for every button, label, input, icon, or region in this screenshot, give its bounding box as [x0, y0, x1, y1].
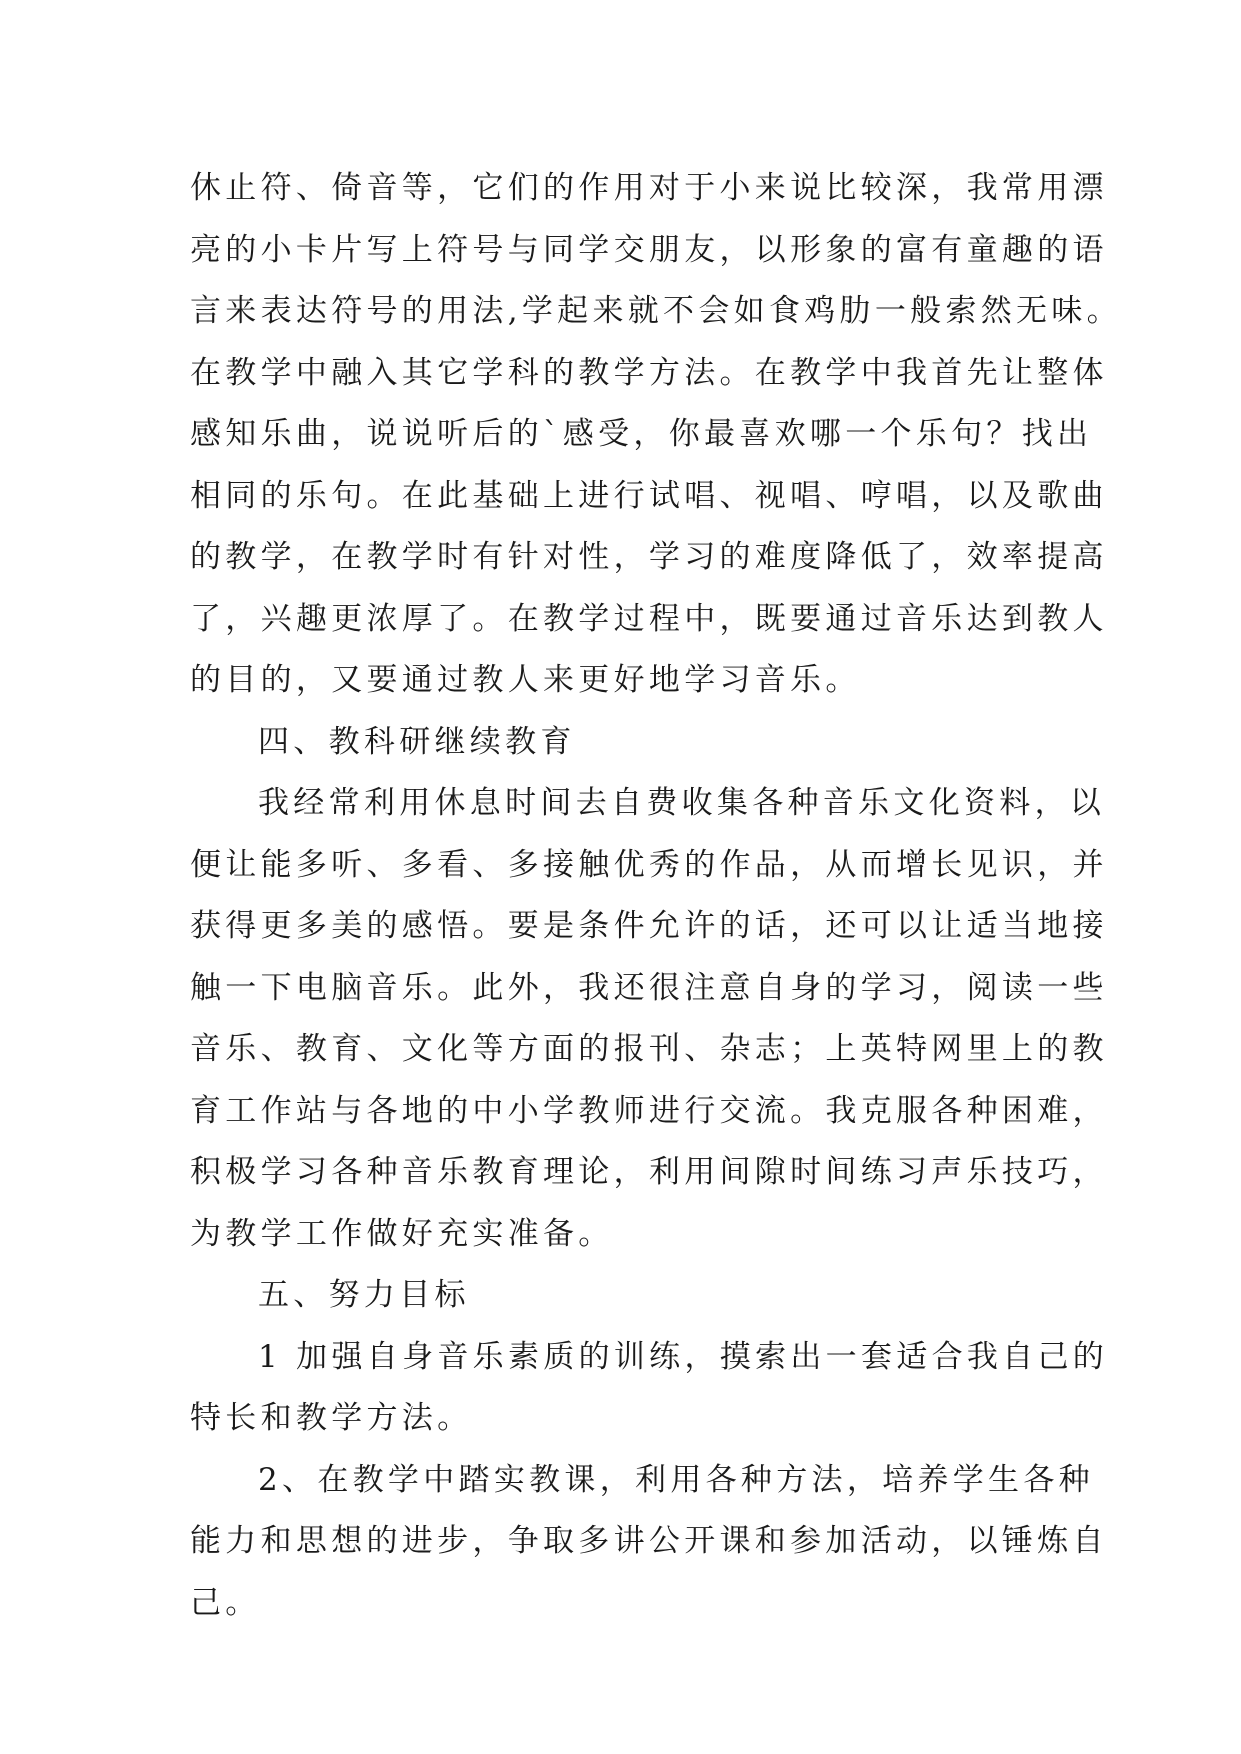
text-line: 的目的，又要通过教人来更好地学习音乐。	[190, 662, 861, 698]
text-line: 获得更多美的感悟。要是条件允许的话，还可以让适当地接	[190, 908, 1108, 944]
body-text	[190, 158, 1122, 1634]
text-line: 积极学习各种音乐教育理论，利用间隙时间练习声乐技巧，	[190, 1154, 1108, 1190]
text-line: 了，兴趣更浓厚了。在教学过程中，既要通过音乐达到教人	[190, 600, 1108, 637]
text-line: 触一下电脑音乐。此外，我还很注意自身的学习，阅读一些	[190, 969, 1108, 1006]
text-line: 的教学，在教学时有针对性，学习的难度降低了，效率提高	[190, 539, 1108, 575]
text-line: 亮的小卡片写上符号与同学交朋友，以形象的富有童趣的语	[190, 231, 1108, 268]
text-line: 为教学工作做好充实准备。	[190, 1215, 614, 1252]
text-line: 四、教科研继续教育	[258, 723, 576, 760]
text-line: 特长和教学方法。	[190, 1400, 473, 1436]
text-line: 相同的乐句。在此基础上进行试唱、视唱、哼唱，以及歌曲	[190, 477, 1108, 514]
text-line: 休止符、倚音等，它们的作用对于小来说比较深，我常用漂	[190, 170, 1108, 206]
text-line: 2、在教学中踏实教课，利用各种方法，培养学生各种	[258, 1461, 1094, 1498]
text-line: 在教学中融入其它学科的教学方法。在教学中我首先让整体	[190, 354, 1108, 391]
text-line: 育工作站与各地的中小学教师进行交流。我克服各种困难，	[190, 1092, 1108, 1129]
text-line: 1 加强自身音乐素质的训练，摸索出一套适合我自己的	[258, 1338, 1109, 1375]
text-line: 能力和思想的进步，争取多讲公开课和参加活动，以锤炼自	[190, 1523, 1108, 1559]
text-line: 便让能多听、多看、多接触优秀的作品，从而增长见识，并	[190, 846, 1108, 883]
text-line: 五、努力目标	[258, 1277, 470, 1313]
text-line: 己。	[190, 1584, 261, 1621]
text-line: 感知乐曲，说说听后的`感受，你最喜欢哪一个乐句？找出	[190, 416, 1093, 452]
text-line: 音乐、教育、文化等方面的报刊、杂志；上英特网里上的教	[190, 1031, 1108, 1067]
text-line: 言来表达符号的用法,学起来就不会如食鸡肋一般索然无味。	[190, 293, 1122, 329]
text-line: 我经常利用休息时间去自费收集各种音乐文化资料，以	[258, 785, 1106, 821]
